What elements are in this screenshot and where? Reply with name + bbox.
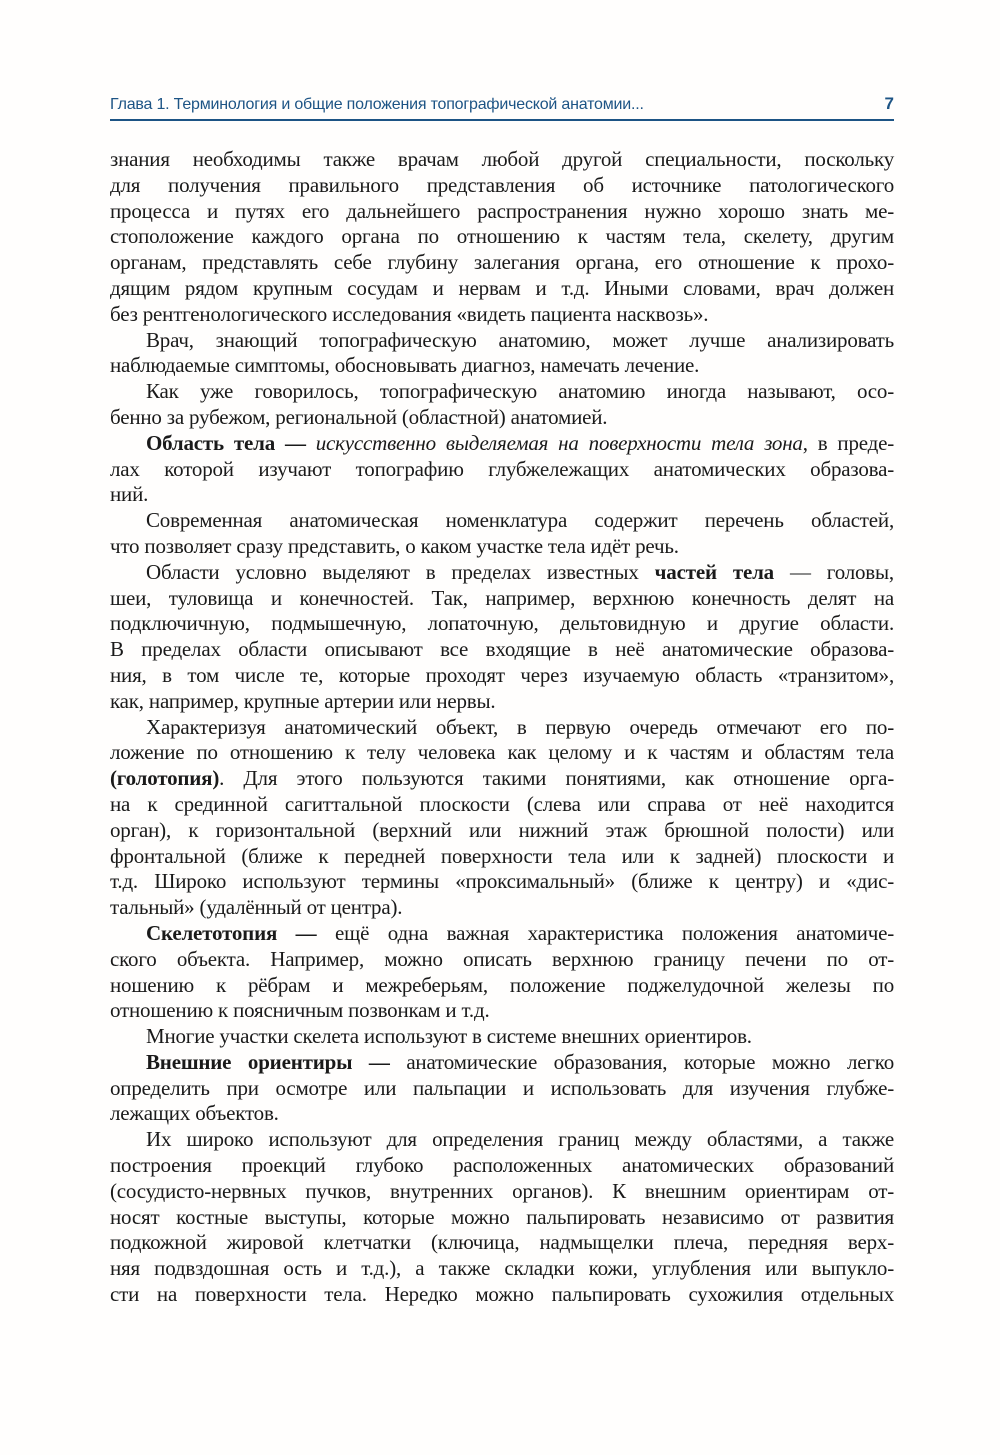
text-line [110,869,894,895]
text-line [110,199,894,225]
text-line [110,611,894,637]
text-line [110,586,894,612]
paragraph [110,1050,894,1127]
paragraph [110,431,894,508]
text-line [110,173,894,199]
text-line [110,1127,894,1153]
text-run: ещё одна важная характеристика положения анатомиче- [335,920,894,945]
text-line [110,1256,894,1282]
text-run: Характеризуя анатомический объект, в первую очередь отмечают его по- [146,714,894,739]
text-run: на к срединной сагиттальной плоскости (слева или справа от неё находится [110,791,894,816]
text-run: что позволяет сразу представить, о каком участке тела идёт речь. [110,533,679,558]
text-run: В пределах области описывают все входящие в неё анатомические образова- [110,637,894,662]
text-line [110,663,894,689]
text-line [110,1205,894,1231]
page-number: 7 [884,94,894,113]
text-line [110,276,894,302]
text-line [110,947,894,973]
text-line [110,1076,894,1102]
header-rule [110,119,894,121]
term-bold: Скелетотопия — [146,920,336,945]
text-run: сти на поверхности тела. Нередко можно пальпировать сухожилия отдельных [110,1282,894,1307]
text-run: наблюдаемые симптомы, обосновывать диагноз, намечать лечение. [110,353,700,378]
text-line [110,1024,894,1050]
text-run: Современная анатомическая номенклатура содержит перечень областей, [146,508,894,533]
text-run: , в преде- [802,430,894,455]
text-line [110,328,894,354]
text-line [110,895,894,921]
text-run: ний. [110,482,149,507]
text-run: дящим рядом крупным сосудам и нервам и т.д. Иными словами, врач должен [110,275,894,300]
text-run: Как уже говорилось, топографическую анатомию иногда называют, осо- [146,379,894,404]
text-run: носят костные выступы, которые можно пальпировать независимо от развития [110,1204,894,1229]
text-line [110,973,894,999]
paragraph [110,560,894,715]
paragraph [110,147,894,328]
text-run: тальный» (удалённый от центра). [110,895,403,920]
text-line [110,1050,894,1076]
text-run: как, например, крупные артерии или нервы. [110,688,496,713]
text-run: Их широко используют для определения границ между областями, а также [146,1127,894,1152]
text-run: бенно за рубежом, региональной (областной) анатомией. [110,404,608,429]
text-line [110,1230,894,1256]
text-line [110,689,894,715]
text-run: т.д. Широко используют термины «проксимальный» (ближе к центру) и «дис- [110,869,894,894]
text-run: отношению к поясничным позвонкам и т.д. [110,998,490,1023]
text-run: подкожной жировой клетчатки (ключица, надмыщелки плеча, передняя верх- [110,1230,894,1255]
text-run: ношению к рёбрам и межреберьям, положение поджелудочной железы по [110,972,894,997]
chapter-title: Глава 1. Терминология и общие положения топографической анатомии... [110,96,644,113]
text-run: знания необходимы также врачам любой другой специальности, поскольку [110,147,894,171]
term-bold: (голотопия) [110,766,220,791]
text-line [110,740,894,766]
term-bold: Область тела — [146,430,316,455]
text-run: Многие участки скелета используют в системе внешних ориентиров. [146,1024,752,1049]
text-run: органам, представлять себе глубину залегания органа, его отношение к прохо- [110,250,894,275]
text-line [110,457,894,483]
text-line [110,637,894,663]
text-run: для получения правильного представления об источнике патологического [110,172,894,197]
text-line [110,353,894,379]
text-run: ского объекта. Например, можно описать верхнюю границу печени по от- [110,946,894,971]
text-line [110,818,894,844]
paragraph [110,328,894,380]
text-line [110,147,894,173]
body-text [110,147,894,1308]
text-run: лежащих объектов. [110,1101,279,1126]
text-line [110,224,894,250]
text-run: — головы, [773,559,894,584]
text-run: подключичную, подмышечную, лопаточную, дельтовидную и другие области. [110,611,894,636]
text-run: анатомические образования, которые можно легко [406,1049,894,1074]
text-run: без рентгенологического исследования «видеть пациента насквозь». [110,301,709,326]
text-line [110,792,894,818]
text-run: Врач, знающий топографическую анатомию, может лучше анализировать [146,327,894,352]
text-line [110,766,894,792]
text-line [110,1179,894,1205]
paragraph [110,715,894,921]
running-header [110,94,894,114]
text-line [110,844,894,870]
text-run: процесса и путях его дальнейшего распространения нужно хорошо знать ме- [110,198,894,223]
text-line [110,1153,894,1179]
text-line [110,1282,894,1308]
paragraph [110,1127,894,1308]
text-line [110,379,894,405]
text-run: шеи, туловища и конечностей. Так, например, верхнюю конечность делят на [110,585,894,610]
text-line [110,715,894,741]
text-line [110,998,894,1024]
text-line [110,560,894,586]
paragraph [110,1024,894,1050]
term-bold: частей тела [654,559,774,584]
text-run: ложение по отношению к телу человека как целому и к частям и областям тела [110,740,894,765]
text-run: Области условно выделяют в пределах известных [146,559,655,584]
text-run: . Для этого пользуются такими понятиями, как отношение орга- [219,766,894,791]
text-line [110,482,894,508]
paragraph [110,921,894,1024]
paragraph [110,508,894,560]
text-run: (сосудисто-нервных пучков, внутренних органов). К внешним ориентирам от- [110,1178,894,1203]
definition-italic: искусственно выделяемая на поверхности тела зона [315,430,803,455]
term-bold: Внешние ориентиры — [146,1049,407,1074]
text-run: лах которой изучают топографию глубжележащих анатомических образова- [110,456,894,481]
text-run: ния, в том числе те, которые проходят через изучаемую область «транзитом», [110,662,894,687]
text-line [110,921,894,947]
text-line [110,405,894,431]
text-run: фронтальной (ближе к передней поверхности тела или к задней) плоскости и [110,843,894,868]
text-run: определить при осмотре или пальпации и использовать для изучения глубже- [110,1075,894,1100]
text-line [110,534,894,560]
text-line [110,508,894,534]
text-line [110,1101,894,1127]
text-line [110,431,894,457]
text-run: стоположение каждого органа по отношению к частям тела, скелету, другим [110,224,894,249]
text-run: няя подвздошная ость и т.д.), а также складки кожи, углубления или выпукло- [110,1256,894,1281]
text-line [110,250,894,276]
text-run: орган), к горизонтальной (верхний или нижний этаж брюшной полости) или [110,817,894,842]
text-line [110,302,894,328]
text-run: построения проекций глубоко расположенных анатомических образований [110,1153,894,1178]
paragraph [110,379,894,431]
